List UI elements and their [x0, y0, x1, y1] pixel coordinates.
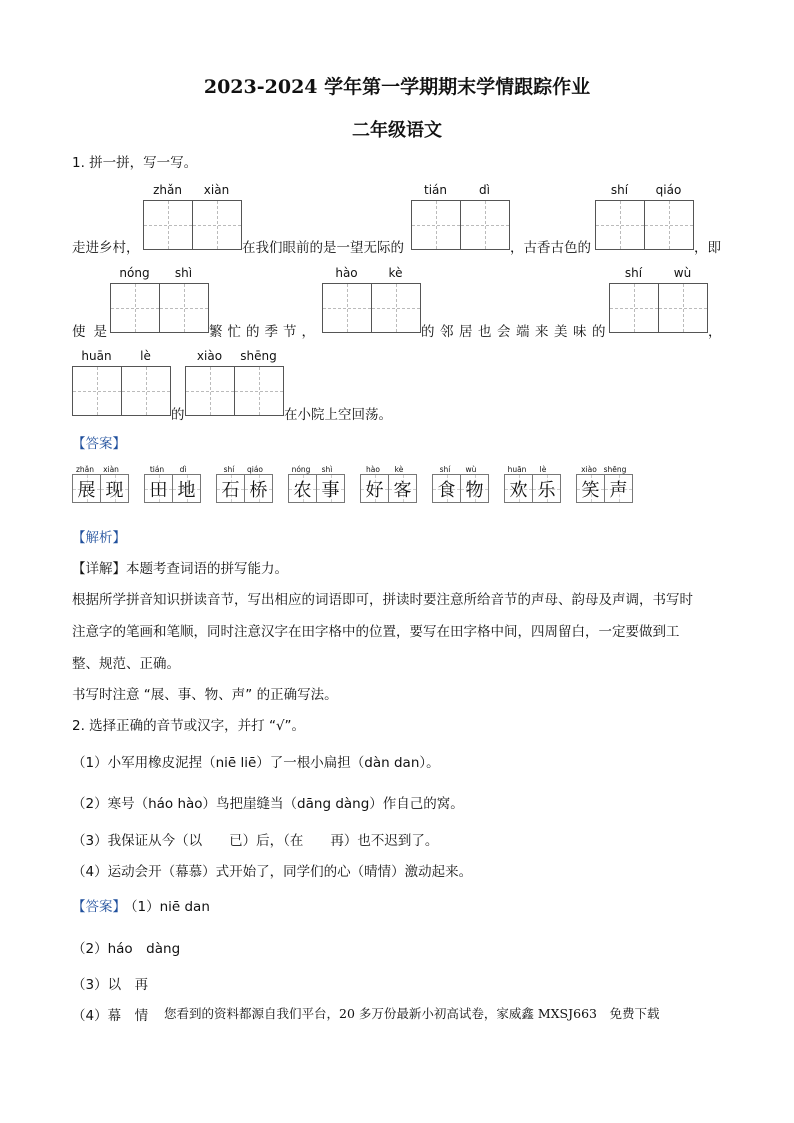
pinyin: dì — [479, 183, 490, 197]
text: 的邻居也会端来美味的 — [421, 324, 611, 340]
detail-text: 【详解】本题考查词语的拼写能力。 — [72, 561, 288, 577]
answer-label: 【答案】 — [72, 899, 126, 915]
pinyin: nóng — [291, 465, 311, 474]
answer-char: 田 — [149, 479, 168, 501]
q2-item-1: （1）小军用橡皮泥捏（niē liē）了一根小扁担（dàn dan）。 — [72, 755, 440, 771]
pinyin: wù — [465, 465, 477, 474]
answer-word — [504, 465, 561, 503]
pinyin: qiáo — [655, 183, 682, 197]
tianzige-box[interactable] — [609, 283, 708, 333]
pinyin: kè — [388, 266, 403, 280]
answer-2: （2）háo dàng — [72, 941, 181, 957]
text: 在我们眼前的是一望无际的 — [242, 240, 404, 256]
text: 在小院上空回荡。 — [284, 407, 392, 423]
pinyin-pair — [72, 349, 170, 363]
pinyin-pair — [110, 266, 208, 280]
footer-notice: 您看到的资料都源自我们平台，20 多万份最新小初高试卷，家威鑫 MXSJ663 免费下载 — [164, 1006, 660, 1021]
text: 的 — [171, 407, 185, 423]
answer-3: （3）以 再 — [72, 977, 149, 993]
answer-char: 欢 — [509, 479, 528, 501]
answer-char: 好 — [365, 479, 384, 501]
answer-char: 农 — [293, 479, 312, 501]
text: 走进乡村， — [72, 240, 140, 256]
text: ，古香古色的 — [510, 240, 591, 256]
answer-char: 展 — [77, 479, 96, 501]
pinyin-pair — [609, 266, 707, 280]
text: ， — [708, 324, 722, 340]
answer-char: 声 — [609, 479, 628, 501]
analysis-paragraph: 整、规范、正确。 — [72, 656, 180, 672]
tianzige-box[interactable] — [411, 200, 510, 250]
pinyin: shí — [624, 266, 643, 280]
pinyin: shì — [174, 266, 193, 280]
tianzige-box[interactable] — [185, 366, 284, 416]
pinyin-pair — [322, 266, 420, 280]
answer-strip — [72, 465, 633, 503]
pinyin: xiàn — [203, 183, 230, 197]
answer-char: 笑 — [581, 479, 600, 501]
analysis-paragraph: 书写时注意 “展、事、物、声” 的正确写法。 — [72, 687, 338, 703]
pinyin-pair — [143, 183, 241, 197]
page-title: 2023-2024 学年第一学期期末学情跟踪作业 — [203, 76, 591, 98]
answer-char: 地 — [177, 479, 196, 501]
answer-word — [360, 465, 417, 503]
answer-word — [72, 465, 129, 503]
answer-char: 客 — [393, 479, 412, 501]
pinyin: qiáo — [246, 465, 264, 474]
pinyin: lè — [140, 349, 151, 363]
q2-item-3: （3）我保证从今（以 已）后，（在 再）也不迟到了。 — [72, 833, 439, 849]
q2-item-4: （4）运动会开（幕慕）式开始了，同学们的心（晴情）激动起来。 — [72, 864, 473, 880]
pinyin: zhǎn — [153, 183, 182, 197]
pinyin: shí — [610, 183, 629, 197]
q2-item-2: （2）寒号（háo hào）鸟把崖缝当（dāng dàng）作自己的窝。 — [72, 796, 464, 812]
answer-char: 物 — [465, 479, 484, 501]
answer-char: 石 — [221, 479, 240, 501]
pinyin-pair — [595, 183, 693, 197]
pinyin: hào — [335, 266, 358, 280]
answer-char: 现 — [105, 479, 124, 501]
text: 使是 — [72, 324, 115, 340]
pinyin: zhǎn — [75, 465, 95, 474]
answer-word — [576, 465, 633, 503]
pinyin: shí — [439, 465, 451, 474]
pinyin: shēng — [240, 349, 277, 363]
tianzige-box[interactable] — [72, 366, 171, 416]
pinyin: tián — [424, 183, 447, 197]
pinyin: xiào — [196, 349, 223, 363]
page-subtitle: 二年级语文 — [352, 120, 442, 141]
pinyin: wù — [673, 266, 692, 280]
tianzige-box[interactable] — [595, 200, 694, 250]
pinyin: nóng — [119, 266, 150, 280]
pinyin: huān — [81, 349, 112, 363]
pinyin: kè — [394, 465, 404, 474]
tianzige-box[interactable] — [143, 200, 242, 250]
pinyin: tián — [149, 465, 165, 474]
q2-prompt: 2. 选择正确的音节或汉字，并打 “√”。 — [72, 718, 306, 734]
pinyin: xiào — [581, 465, 597, 474]
pinyin: huān — [507, 465, 527, 474]
answer-char: 乐 — [537, 479, 556, 501]
pinyin: hào — [366, 465, 380, 474]
answer-char: 食 — [437, 479, 456, 501]
answer-4: （4）幕 情 — [72, 1008, 149, 1024]
analysis-paragraph: 根据所学拼音知识拼读音节，写出相应的词语即可，拼读时要注意所给音节的声母、韵母及声调，书写时 — [72, 592, 693, 608]
text: 繁忙的季节， — [209, 324, 320, 340]
pinyin-pair — [411, 183, 509, 197]
tianzige-box[interactable] — [110, 283, 209, 333]
pinyin: lè — [539, 465, 547, 474]
tianzige-box[interactable] — [322, 283, 421, 333]
answer-char: 桥 — [249, 479, 268, 501]
pinyin: xiàn — [103, 465, 119, 474]
analysis-label: 【解析】 — [72, 530, 126, 546]
answer-label: 【答案】 — [72, 436, 126, 452]
answer-word — [144, 465, 201, 503]
pinyin: shí — [223, 465, 235, 474]
text: ，即 — [694, 240, 721, 256]
pinyin: shēng — [603, 465, 627, 474]
pinyin: dì — [179, 465, 187, 474]
pinyin: shì — [321, 465, 333, 474]
pinyin-pair — [185, 349, 283, 363]
q1-prompt: 1. 拼一拼，写一写。 — [72, 155, 198, 171]
answer-1: （1）niē dan — [124, 899, 210, 915]
answer-word — [432, 465, 489, 503]
analysis-paragraph: 注意字的笔画和笔顺，同时注意汉字在田字格中的位置，要写在田字格中间，四周留白，一定要做到工 — [72, 624, 680, 640]
answer-char: 事 — [321, 479, 340, 501]
answer-word — [288, 465, 345, 503]
answer-word — [216, 465, 273, 503]
